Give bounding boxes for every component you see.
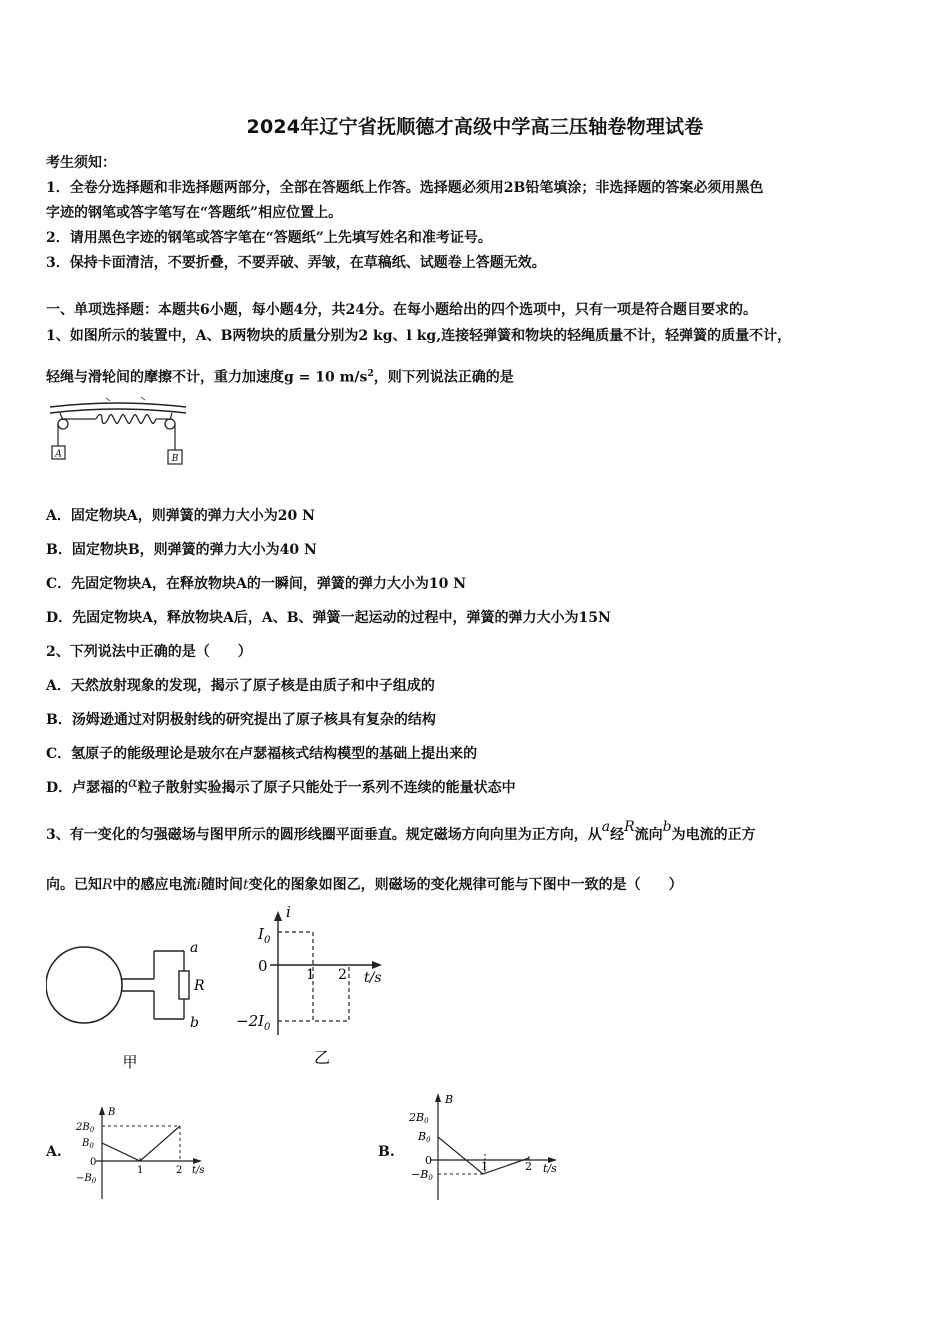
svg-text:A: A [55,449,62,460]
left-pulley [58,419,68,429]
q1-option-b: B．固定物块B，则弹簧的弹力大小为40 N [46,542,317,558]
svg-text:乙: 乙 [313,1048,331,1067]
svg-text:B: B [445,1093,454,1106]
q1-stem-line1: 1、如图所示的装置中，A、B两物块的质量分别为2 kg、l kg,连接轻弹簧和物块的轻绳质量不计，轻弹簧的质量不计， [46,328,792,344]
right-pulley [165,419,175,429]
svg-text:t/s: t/s [364,970,382,986]
q2-option-c: C．氢原子的能级理论是玻尔在卢瑟福核式结构模型的基础上提出来的 [46,746,478,762]
svg-text:−B0: −B0 [411,1168,433,1182]
q1-stem-line2: 轻绳与滑轮间的摩擦不计，重力加速度g = 10 $m/s^2$，则下列说法正确的是 [46,369,514,386]
q1-pulley-figure [46,393,191,471]
q3-option-a-graph [72,1103,212,1203]
svg-text:−B0: $-B_0$ [76,1173,97,1185]
svg-text:B: B [171,454,179,464]
notice-item-3: 3．保持卡面清洁，不要折叠，不要弄破、弄皱，在草稿纸、试题卷上答题无效。 [46,255,546,271]
q2-option-d: D．卢瑟福的α粒子散射实验揭示了原子只能处于一系列不连续的能量状态中 [46,775,516,796]
page-title: 2024年辽宁省抚顺德才高级中学高三压轴卷物理试卷 [246,116,704,138]
svg-text:t/s: t/s [543,1162,557,1175]
q2-option-a: A．天然放射现象的发现，揭示了原子核是由质子和中子组成的 [46,678,435,694]
svg-text:B0: $B_0$ [82,1138,94,1150]
svg-text:B0: B0 [418,1130,431,1144]
q3-stem-line1: 3、有一变化的匀强磁场与图甲所示的圆形线圈平面垂直。规定磁场方向向里为正方向，从a经R流向b为电流的正方 [46,819,756,843]
svg-text:0: 0 [258,957,268,975]
notice-item-1: 1．全卷分选择题和非选择题两部分，全部在答题纸上作答。选择题必须用2B铅笔填涂；非选择题的答案必须用黑色 [46,180,764,196]
notice-heading: 考生须知： [46,155,116,171]
svg-text:2: 2 [338,967,347,983]
svg-text:b: b [190,1015,199,1031]
q3-option-a-label: A. [46,1144,62,1160]
notice-item-2: 2．请用黑色字迹的钢笔或答字笔在“答题纸”上先填写姓名和准考证号。 [46,230,492,246]
q3-stem-line2: 向。已知R中的感应电流i随时间t变化的图象如图乙，则磁场的变化规律可能与下图中一致的是（ ） [46,877,683,893]
label-i0: $I_0$ [258,925,271,946]
svg-text:甲: 甲 [122,1053,138,1071]
svg-text:R: R [194,978,205,994]
circular-coil [46,947,122,1023]
svg-text:1: 1 [481,1160,488,1173]
q1-option-d: D．先固定物块A，释放物块A后，A、B、弹簧一起运动的过程中，弹簧的弹力大小为15N [46,610,611,626]
spring [96,415,156,424]
current-graph-yi [230,905,395,1075]
b-trace-a [102,1126,180,1161]
svg-text:1: 1 [306,967,315,983]
coil-figure-jia [46,935,221,1075]
q1-option-c: C．先固定物块A，在释放物块A的一瞬间，弹簧的弹力大小为10 N [46,576,467,592]
svg-text:B: B [108,1107,116,1118]
q1-option-a: A．固定物块A，则弹簧的弹力大小为20 N [46,508,315,524]
section-heading: 一、单项选择题：本题共6小题，每小题4分，共24分。在每小题给出的四个选项中，只有一项是符合题目要求的。 [46,302,757,318]
label-neg-2i0: $-2I_0$ [236,1012,271,1033]
resistor [179,971,189,999]
svg-text:2B0: 2B0 [409,1111,429,1125]
q2-option-b: B．汤姆逊通过对阴极射线的研究提出了原子核具有复杂的结构 [46,712,436,728]
svg-text:0: 0 [425,1154,432,1167]
svg-text:i: i [286,905,291,921]
svg-text:t/s: t/s [192,1165,205,1176]
svg-text:1: 1 [137,1165,144,1176]
svg-text:2B0: $2B_0$ [76,1122,95,1134]
svg-text:a: a [190,940,199,956]
notice-item-1-cont: 字迹的钢笔或答字笔写在“答题纸”相应位置上。 [46,205,343,221]
svg-text:2: 2 [525,1160,532,1173]
q3-option-b-graph [405,1090,575,1202]
q3-option-b-label: B. [378,1144,395,1160]
svg-text:0: 0 [90,1157,97,1168]
svg-text:2: 2 [176,1165,183,1176]
q2-stem: 2、下列说法中正确的是（ ） [46,644,252,660]
